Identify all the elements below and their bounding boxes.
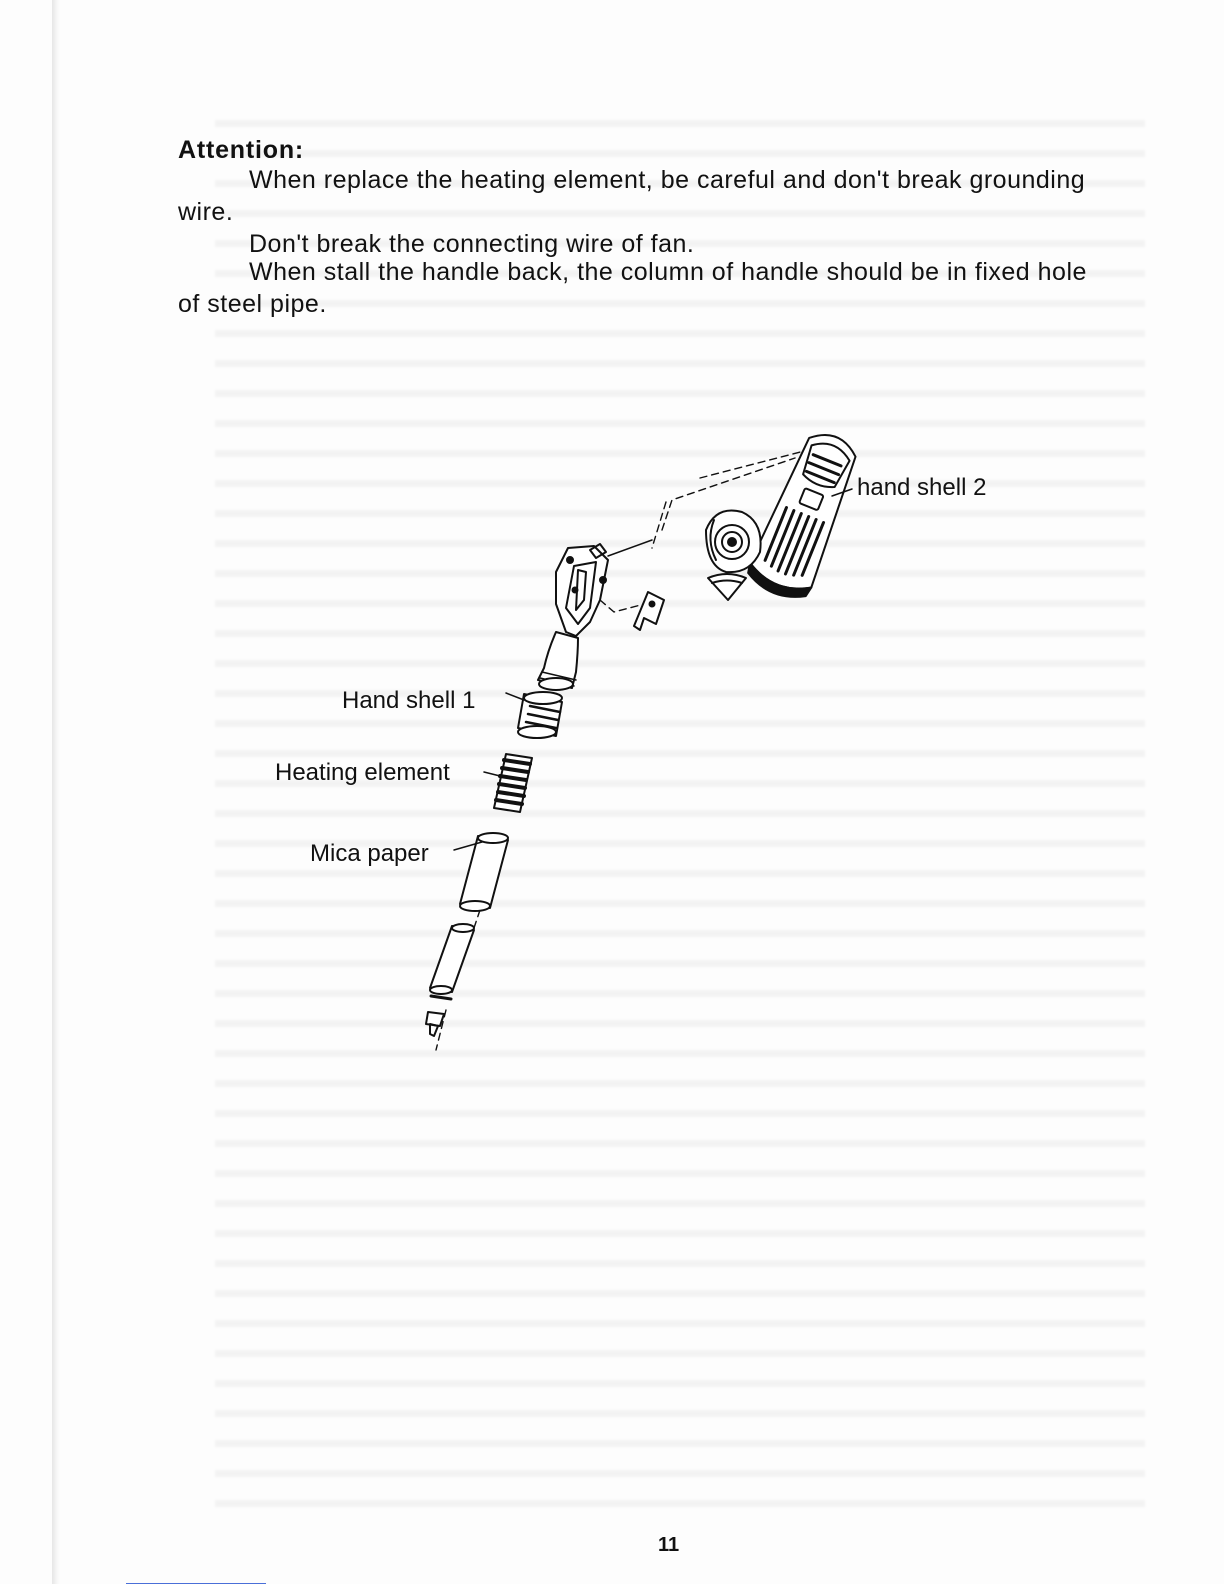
hand-shell-2-part (743, 425, 867, 605)
heating-element-part (484, 754, 532, 812)
steel-pipe-part (430, 924, 474, 999)
fan-part (706, 510, 761, 600)
page-number: 11 (658, 1534, 680, 1556)
hand-shell-2-label: hand shell 2 (857, 474, 987, 501)
switch-clip-part (634, 592, 664, 630)
attention-paragraph-2: Don't break the connecting wire of fan. (249, 230, 695, 258)
mica-paper-part (454, 833, 508, 911)
attention-heading: Attention: (178, 136, 305, 164)
nozzle-tip-part (426, 1012, 444, 1036)
handle-tube-part (538, 632, 578, 690)
mica-paper-label: Mica paper (310, 840, 429, 867)
heating-element-label: Heating element (275, 759, 450, 786)
hand-shell-1-label: Hand shell 1 (342, 687, 476, 714)
attention-paragraph-1: When replace the heating element, be careful and don't break grounding wire. (178, 166, 1086, 226)
hand-shell-1-part (506, 692, 562, 738)
attention-paragraph-3: When stall the handle back, the column of handle should be in fixed hole of steel pipe. (178, 258, 1087, 318)
